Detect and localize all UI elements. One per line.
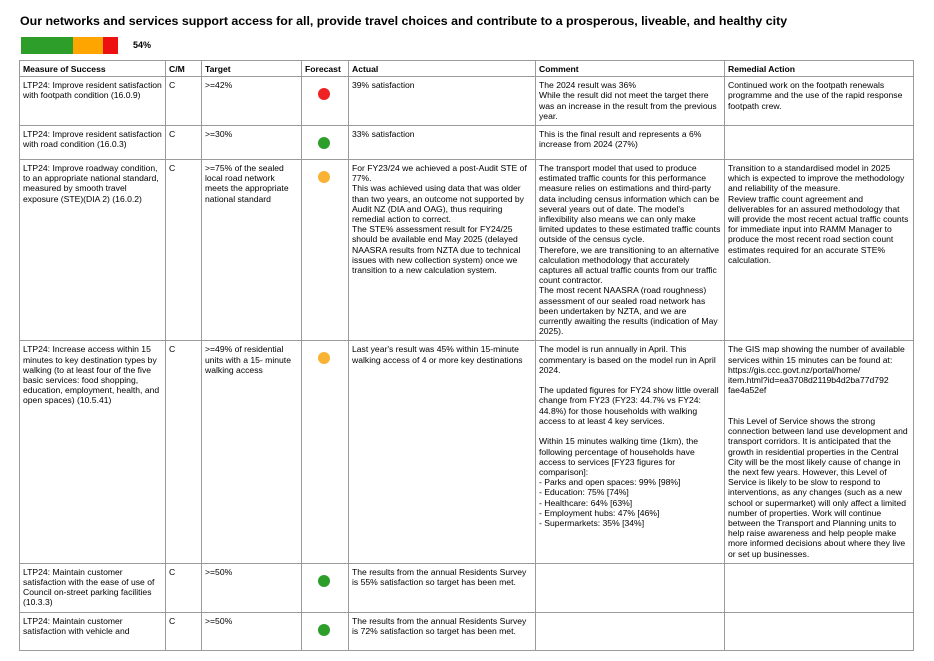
cell-measure: LTP24: Maintain customer satisfaction with the ease of use of Council on-street parking facilities (10.3.3) xyxy=(20,563,166,612)
forecast-status-dot xyxy=(318,137,330,149)
cell-actual: Last year's result was 45% within 15-minute walking access of 4 or more key destinations xyxy=(349,341,536,563)
header-measure: Measure of Success xyxy=(20,61,166,77)
header-remedial: Remedial Action xyxy=(725,61,914,77)
cell-actual: For FY23/24 we achieved a post-Audit STE of 77%. This was achieved using data that was older than two years, an outcome not supported by Audit NZ (DIA and OAG), thus requiring remedial action to correct. The STE% assessment result for FY24/25 should be available end May 2025 (delayed NAASRA results from NZTA due to technical issues with new collection system) once we transition to a new calculation system. xyxy=(349,160,536,341)
cell-actual: 33% satisfaction xyxy=(349,126,536,160)
table-header-row xyxy=(20,61,914,77)
forecast-status-dot xyxy=(318,575,330,587)
measures-table xyxy=(19,60,914,651)
cell-measure: LTP24: Improve roadway condition, to an appropriate national standard, measured by smooth travel exposure (STE)(DIA 2) (16.0.2) xyxy=(20,160,166,341)
header-forecast: Forecast xyxy=(302,61,349,77)
cell-target: >=49% of residential units with a 15- minute walking access xyxy=(202,341,302,563)
cell-measure: LTP24: Increase access within 15 minutes to key destination types by walking (to at least four of the five basic services: food shopping, education, employment, health, and open spaces) (10.5.41) xyxy=(20,341,166,563)
cell-remedial: The GIS map showing the number of available services within 15 minutes can be found at: https://gis.ccc.govt.nz/portal/home/ item.html?id=ea3708d2119b4d2ba77d792 fae4a52ef This Level of Service shows the strong connection between land use development and transport corridors. It is anticipated that the growth in residential properties in the Central City will be the most likely cause of change in the next few years. However, this Level of Service is likely to be slow to respond to interventions, as any changes (such as a new school or supermarket) will only affect a limited number of properties. Work will continue between the Transport and Planning units to help raise awareness and help people make more informed decisions about where they live or set up businesses. xyxy=(725,341,914,563)
cell-target: >=42% xyxy=(202,77,302,126)
cell-target: >=30% xyxy=(202,126,302,160)
cell-target: >=50% xyxy=(202,563,302,612)
table-row xyxy=(20,612,914,650)
cell-comment: The model is run annually in April. This commentary is based on the model run in April 2024. The updated figures for FY24 show little overall change from FY23 (FY23: 44.7% vs FY24: 44.8%) for those households with walking access to at least 4 key services. Within 15 minutes walking time (1km), the following percentage of households have access to services [FY23 figures for comparison]: - Parks and open spaces: 99% [98%] - Education: 75% [74%] - Healthcare: 64% [63%] - Employment hubs: 47% [46%] - Supermarkets: 35% [34%] xyxy=(536,341,725,563)
cell-measure: LTP24: Maintain customer satisfaction with vehicle and xyxy=(20,612,166,650)
cell-measure: LTP24: Improve resident satisfaction with footpath condition (16.0.9) xyxy=(20,77,166,126)
cell-cm: C xyxy=(166,77,202,126)
cell-forecast xyxy=(302,612,349,650)
page-title: Our networks and services support access for all, provide travel choices and contribute to a prosperous, liveable, and healthy city xyxy=(20,14,788,28)
forecast-status-dot xyxy=(318,171,330,183)
table-row xyxy=(20,341,914,563)
cell-remedial: Continued work on the footpath renewals programme and the use of the rapid response footpath crew. xyxy=(725,77,914,126)
cell-remedial: Transition to a standardised model in 2025 which is expected to improve the methodology and reliability of the measure. Review traffic count agreement and deliverables for an assured methodology that will provide the most recent actual traffic counts for immediate input into RAMM Manager to produce the most recent road section count estimates required for an accurate STE% calculation. xyxy=(725,160,914,341)
cell-forecast xyxy=(302,126,349,160)
cell-comment: The transport model that used to produce estimated traffic counts for this performance measure relies on estimations and third-party data including census information which can be several years out of date. The model's inflexibility also means we can only make limited updates to these estimated traffic counts outside of the census cycle. Therefore, we are transitioning to an alternative calculation methodology that accurately captures all actual traffic counts from our traffic count contractor. The most recent NAASRA (road roughness) assessment of our sealed road network has been undertaken by NZTA, and we are currently awaiting the results (indication of May 2025). xyxy=(536,160,725,341)
cell-target: >=75% of the sealed local road network meets the appropriate national standard xyxy=(202,160,302,341)
cell-cm: C xyxy=(166,612,202,650)
forecast-status-dot xyxy=(318,88,330,100)
cell-cm: C xyxy=(166,341,202,563)
table-row xyxy=(20,126,914,160)
table-row xyxy=(20,77,914,126)
cell-actual: The results from the annual Residents Survey is 72% satisfaction so target has been met. xyxy=(349,612,536,650)
progress-segment-red xyxy=(103,37,118,54)
cell-forecast xyxy=(302,77,349,126)
table-row xyxy=(20,563,914,612)
cell-cm: C xyxy=(166,160,202,341)
cell-forecast xyxy=(302,563,349,612)
header-comment: Comment xyxy=(536,61,725,77)
cell-measure: LTP24: Improve resident satisfaction with road condition (16.0.3) xyxy=(20,126,166,160)
cell-actual: 39% satisfaction xyxy=(349,77,536,126)
cell-forecast xyxy=(302,160,349,341)
cell-remedial xyxy=(725,126,914,160)
cell-comment xyxy=(536,612,725,650)
cell-comment xyxy=(536,563,725,612)
cell-cm: C xyxy=(166,126,202,160)
header-target: Target xyxy=(202,61,302,77)
header-actual: Actual xyxy=(349,61,536,77)
cell-remedial xyxy=(725,612,914,650)
table-row xyxy=(20,160,914,341)
cell-cm: C xyxy=(166,563,202,612)
cell-comment: This is the final result and represents a 6% increase from 2024 (27%) xyxy=(536,126,725,160)
header-cm: C/M xyxy=(166,61,202,77)
forecast-status-dot xyxy=(318,624,330,636)
cell-actual: The results from the annual Residents Survey is 55% satisfaction so target has been met. xyxy=(349,563,536,612)
progress-segment-amber xyxy=(73,37,103,54)
forecast-status-dot xyxy=(318,352,330,364)
cell-forecast xyxy=(302,341,349,563)
cell-target: >=50% xyxy=(202,612,302,650)
progress-percent-label: 54% xyxy=(133,40,152,50)
progress-segment-green xyxy=(21,37,73,54)
cell-remedial xyxy=(725,563,914,612)
cell-comment: The 2024 result was 36% While the result did not meet the target there was an increase in the result from the previous year. xyxy=(536,77,725,126)
status-progress-bar xyxy=(21,37,118,54)
